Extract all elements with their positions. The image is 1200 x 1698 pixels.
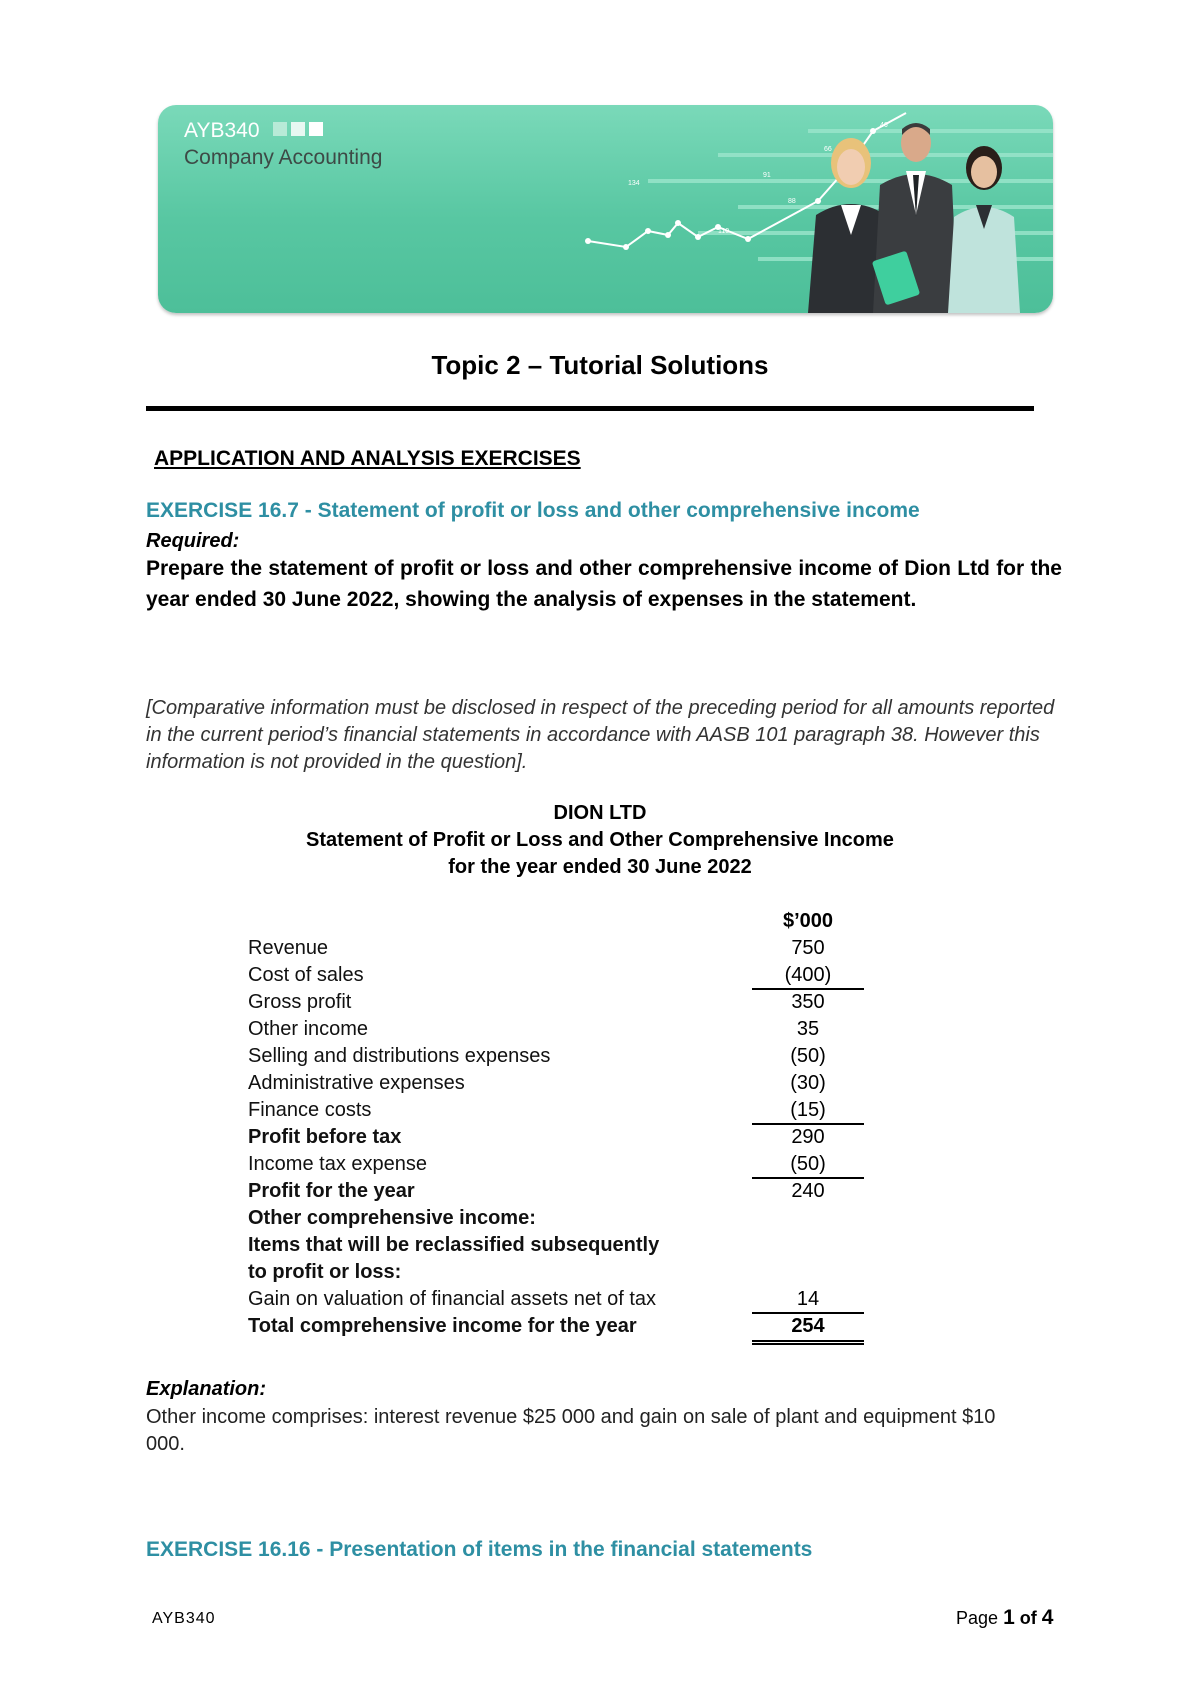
- table-row: [248, 1178, 868, 1205]
- row-amount: 240: [791, 1180, 825, 1202]
- row-label: Profit before tax: [248, 1126, 402, 1148]
- course-code: AYB340: [184, 119, 323, 143]
- people-illustration: [808, 123, 1020, 313]
- table-row: [248, 1097, 868, 1124]
- footer-course-code: AYB340: [152, 1610, 216, 1627]
- table-row: [248, 1043, 868, 1070]
- row-label: Finance costs: [248, 1099, 372, 1121]
- row-label: Administrative expenses: [248, 1072, 465, 1094]
- banner-number: 88: [788, 198, 796, 205]
- table-row: [248, 962, 868, 989]
- table-row: [248, 1070, 868, 1097]
- banner-number: 66: [824, 146, 832, 153]
- row-amount: (30): [790, 1072, 826, 1094]
- title-divider: [146, 406, 1034, 411]
- course-banner: [158, 105, 1053, 313]
- row-amount: 35: [796, 1018, 820, 1040]
- banner-number: 91: [763, 172, 771, 179]
- row-amount: 14: [752, 1286, 864, 1314]
- table-row: [248, 935, 868, 962]
- section-heading: APPLICATION AND ANALYSIS EXERCISES: [154, 447, 581, 470]
- table-header-row: [248, 908, 868, 935]
- required-label: Required:: [146, 530, 240, 552]
- row-amount: (50): [790, 1045, 826, 1067]
- row-label: Other comprehensive income:: [248, 1207, 536, 1229]
- table-row: [248, 1232, 868, 1259]
- table-row: [248, 1259, 868, 1286]
- row-amount: 290: [791, 1126, 825, 1148]
- row-label: Profit for the year: [248, 1180, 415, 1202]
- square-icon: [309, 122, 323, 136]
- explanation-heading: Explanation:: [146, 1378, 267, 1400]
- square-icon: [273, 122, 287, 136]
- exercise-heading: EXERCISE 16.16 - Presentation of items in the financial statements: [146, 1538, 813, 1561]
- page-title: Topic 2 – Tutorial Solutions: [431, 350, 769, 380]
- row-label: Total comprehensive income for the year: [248, 1315, 637, 1337]
- financial-statement-table: [248, 908, 868, 1340]
- table-row: [248, 1016, 868, 1043]
- table-row: [248, 1286, 868, 1313]
- row-amount: (400): [752, 962, 864, 990]
- exercise-instruction: Prepare the statement of profit or loss and other comprehensive income of Dion Ltd for the year ended 30 June 2022, showing the analysis of expenses in the statement.: [146, 557, 1062, 611]
- table-row: [248, 1313, 868, 1340]
- row-label: to profit or loss:: [248, 1261, 402, 1283]
- statement-company: DION LTD: [553, 802, 647, 824]
- row-amount: 350: [791, 991, 825, 1013]
- table-row: [248, 1124, 868, 1151]
- statement-period: for the year ended 30 June 2022: [448, 856, 752, 878]
- page-number: Page 1 of 4: [956, 1606, 1054, 1629]
- exercise-heading: EXERCISE 16.7 - Statement of profit or loss and other comprehensive income: [146, 499, 920, 522]
- unit-header: $’000: [782, 910, 834, 932]
- row-amount: (15): [752, 1097, 864, 1125]
- row-label: Income tax expense: [248, 1153, 427, 1175]
- course-name: Company Accounting: [184, 146, 383, 169]
- table-row: [248, 1205, 868, 1232]
- banner-number: 110: [718, 228, 730, 235]
- explanation-text: Other income comprises: interest revenue $25 000 and gain on sale of plant and equipment $10 000.: [146, 1406, 996, 1455]
- row-amount: (50): [752, 1151, 864, 1179]
- banner-number: 46: [880, 122, 888, 129]
- row-label: Other income: [248, 1018, 369, 1040]
- square-icon: [291, 122, 305, 136]
- row-label: Items that will be reclassified subsequently: [248, 1234, 660, 1256]
- statement-name: Statement of Profit or Loss and Other Comprehensive Income: [306, 829, 894, 851]
- row-label: Revenue: [248, 937, 329, 959]
- table-row: [248, 1151, 868, 1178]
- row-amount: 750: [791, 937, 825, 959]
- row-label: Gain on valuation of financial assets net of tax: [248, 1288, 657, 1310]
- comparative-note: [Comparative information must be disclosed in respect of the preceding period for all amounts reported in the current period’s financial statements in accordance with AASB 101 paragraph 38. However this information is not provided in the question].: [146, 697, 1055, 773]
- row-label: Gross profit: [248, 991, 352, 1013]
- row-label: Cost of sales: [248, 964, 364, 986]
- table-row: [248, 989, 868, 1016]
- row-label: Selling and distributions expenses: [248, 1045, 551, 1067]
- row-amount: 254: [752, 1313, 864, 1345]
- banner-number: 134: [628, 180, 640, 187]
